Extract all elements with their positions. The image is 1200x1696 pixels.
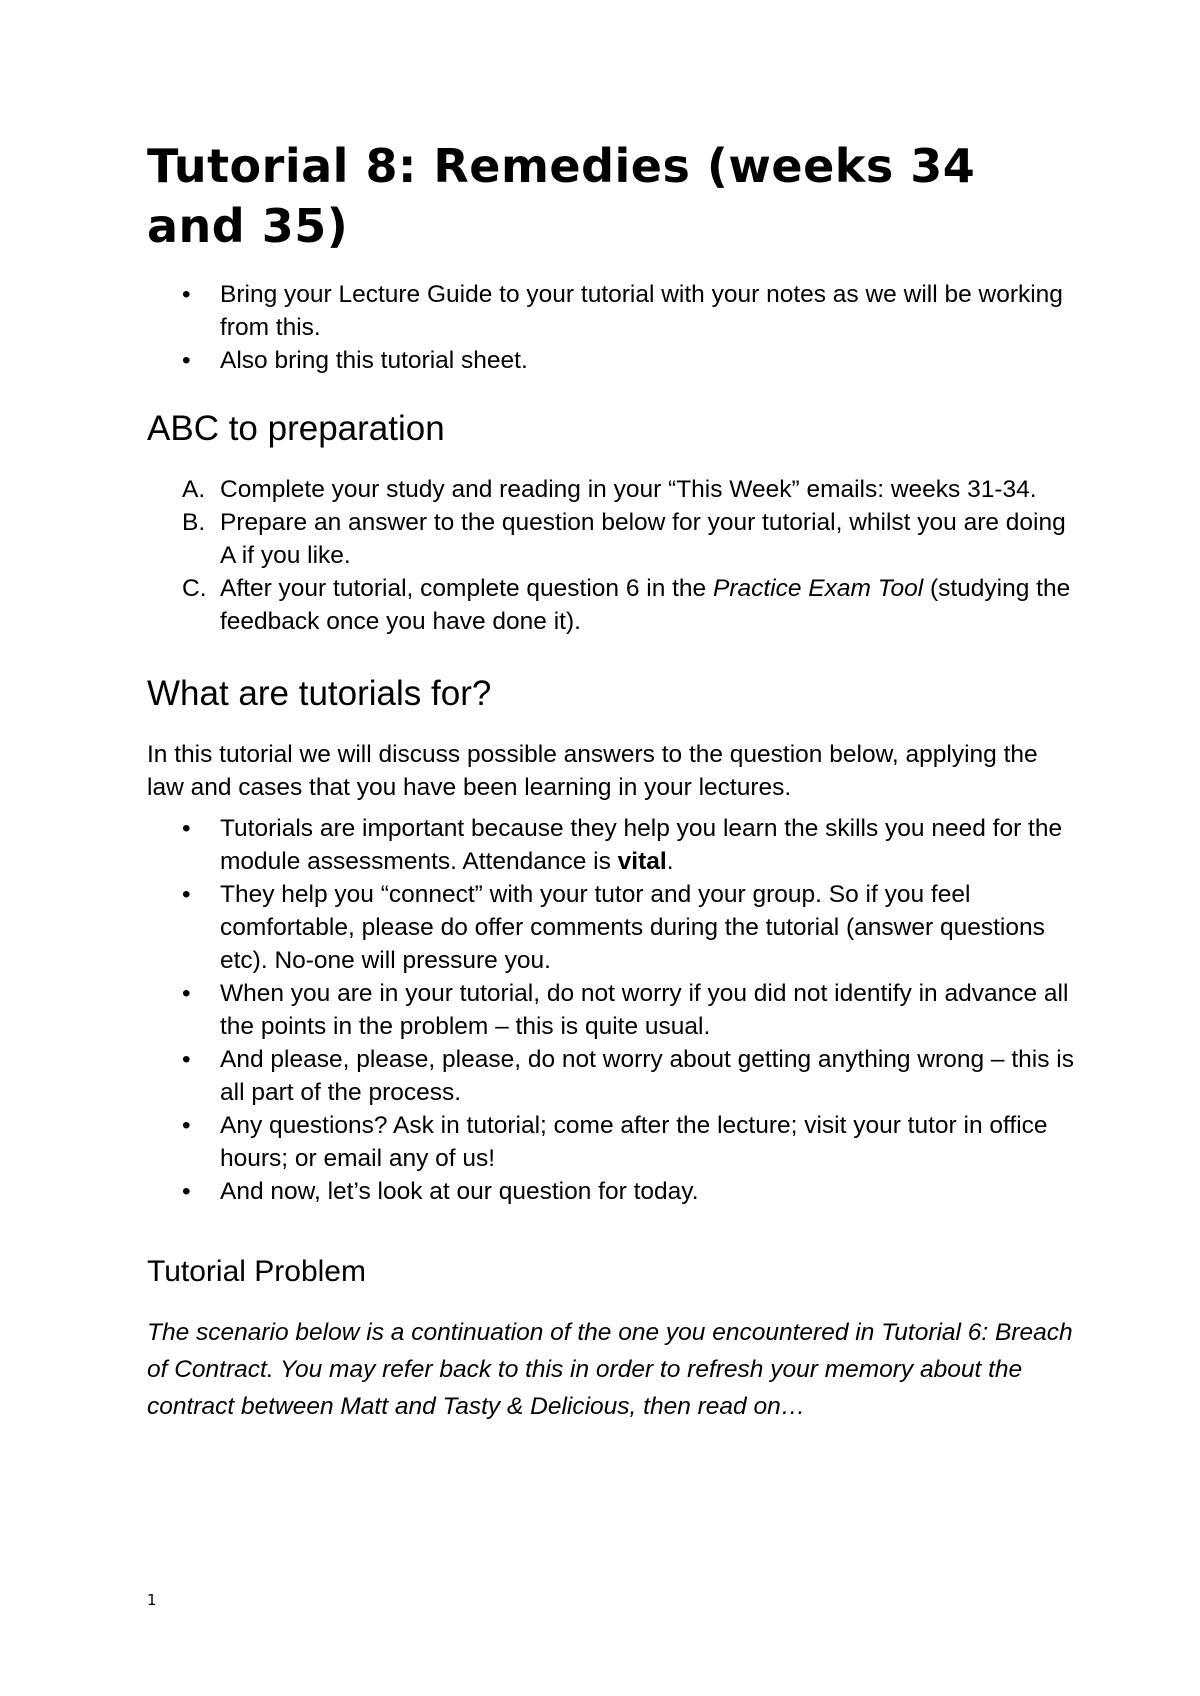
list-item — [147, 977, 1077, 1043]
list-item-text: Bring your Lecture Guide to your tutorial with your notes as we will be working from this. — [220, 281, 1063, 341]
list-letter: B. — [182, 509, 206, 536]
tutorials-bullet-list — [147, 812, 1077, 1208]
bullet-icon: • — [182, 980, 191, 1007]
section-heading-problem: Tutorial Problem — [147, 1255, 366, 1288]
bullet-icon: • — [182, 347, 191, 374]
list-item-text — [220, 815, 1062, 875]
bullet-icon: • — [182, 881, 191, 908]
list-item-text-part: After your tutorial, complete question 6 in the — [220, 575, 713, 602]
list-item-text: Also bring this tutorial sheet. — [220, 347, 528, 374]
list-item — [147, 344, 1077, 377]
list-item-text — [220, 575, 1070, 635]
list-item-text-part: . — [666, 848, 674, 875]
document-title: Tutorial 8: Remedies (weeks 34 and 35) — [147, 139, 976, 253]
list-item — [147, 1109, 1077, 1175]
tutorials-intro-paragraph: In this tutorial we will discuss possible answers to the question below, applying the law and cases that you have been learning in your lectures. — [147, 741, 1038, 801]
list-item — [147, 812, 1077, 878]
bullet-icon: • — [182, 281, 191, 308]
list-item — [147, 1043, 1077, 1109]
abc-list — [147, 473, 1077, 638]
practice-exam-tool-title: Practice Exam Tool — [713, 575, 924, 602]
list-item-text: And now, let’s look at our question for today. — [220, 1178, 699, 1205]
list-item — [147, 878, 1077, 977]
list-letter: C. — [182, 575, 207, 602]
list-item-text: Prepare an answer to the question below for your tutorial, whilst you are doing A if you like. — [220, 509, 1066, 569]
list-item — [147, 1175, 1077, 1208]
list-item-text: When you are in your tutorial, do not worry if you did not identify in advance all the points in the problem – this is quite usual. — [220, 980, 1069, 1040]
list-item — [147, 506, 1077, 572]
list-item-text-part: (studying the feedback once you have done it). — [220, 575, 1071, 635]
bullet-icon: • — [182, 1178, 191, 1205]
list-item-text-part: Tutorials are important because they help you learn the skills you need for the module assessments. Attendance is — [220, 815, 1063, 875]
list-item-text: Any questions? Ask in tutorial; come after the lecture; visit your tutor in office hours; or email any of us! — [220, 1112, 1048, 1172]
intro-bullet-list — [147, 278, 1077, 377]
bullet-icon: • — [182, 1046, 191, 1073]
bullet-icon: • — [182, 1112, 191, 1139]
document-body — [147, 136, 1077, 1425]
bullet-icon: • — [182, 815, 191, 842]
list-letter: A. — [182, 476, 206, 503]
problem-intro-paragraph: The scenario below is a continuation of the one you encountered in Tutorial 6: Breach of Contract. You may refer back to this in order to refresh your memory about the contract between Matt and Tasty & Delicious, then read on… — [147, 1319, 1073, 1420]
list-item — [147, 572, 1077, 638]
section-heading-tutorials: What are tutorials for? — [147, 674, 492, 713]
section-heading-abc: ABC to preparation — [147, 409, 445, 448]
list-item — [147, 278, 1077, 344]
emphasis-vital: vital — [617, 848, 667, 875]
list-item-text: And please, please, please, do not worry about getting anything wrong – this is all part of the process. — [220, 1046, 1074, 1106]
page-number: 1 — [147, 1591, 157, 1609]
list-item — [147, 473, 1077, 506]
list-item-text: They help you “connect” with your tutor and your group. So if you feel comfortable, please do offer comments during the tutorial (answer questions etc). No-one will pressure you. — [220, 881, 1045, 974]
list-item-text: Complete your study and reading in your “This Week” emails: weeks 31-34. — [220, 476, 1037, 503]
